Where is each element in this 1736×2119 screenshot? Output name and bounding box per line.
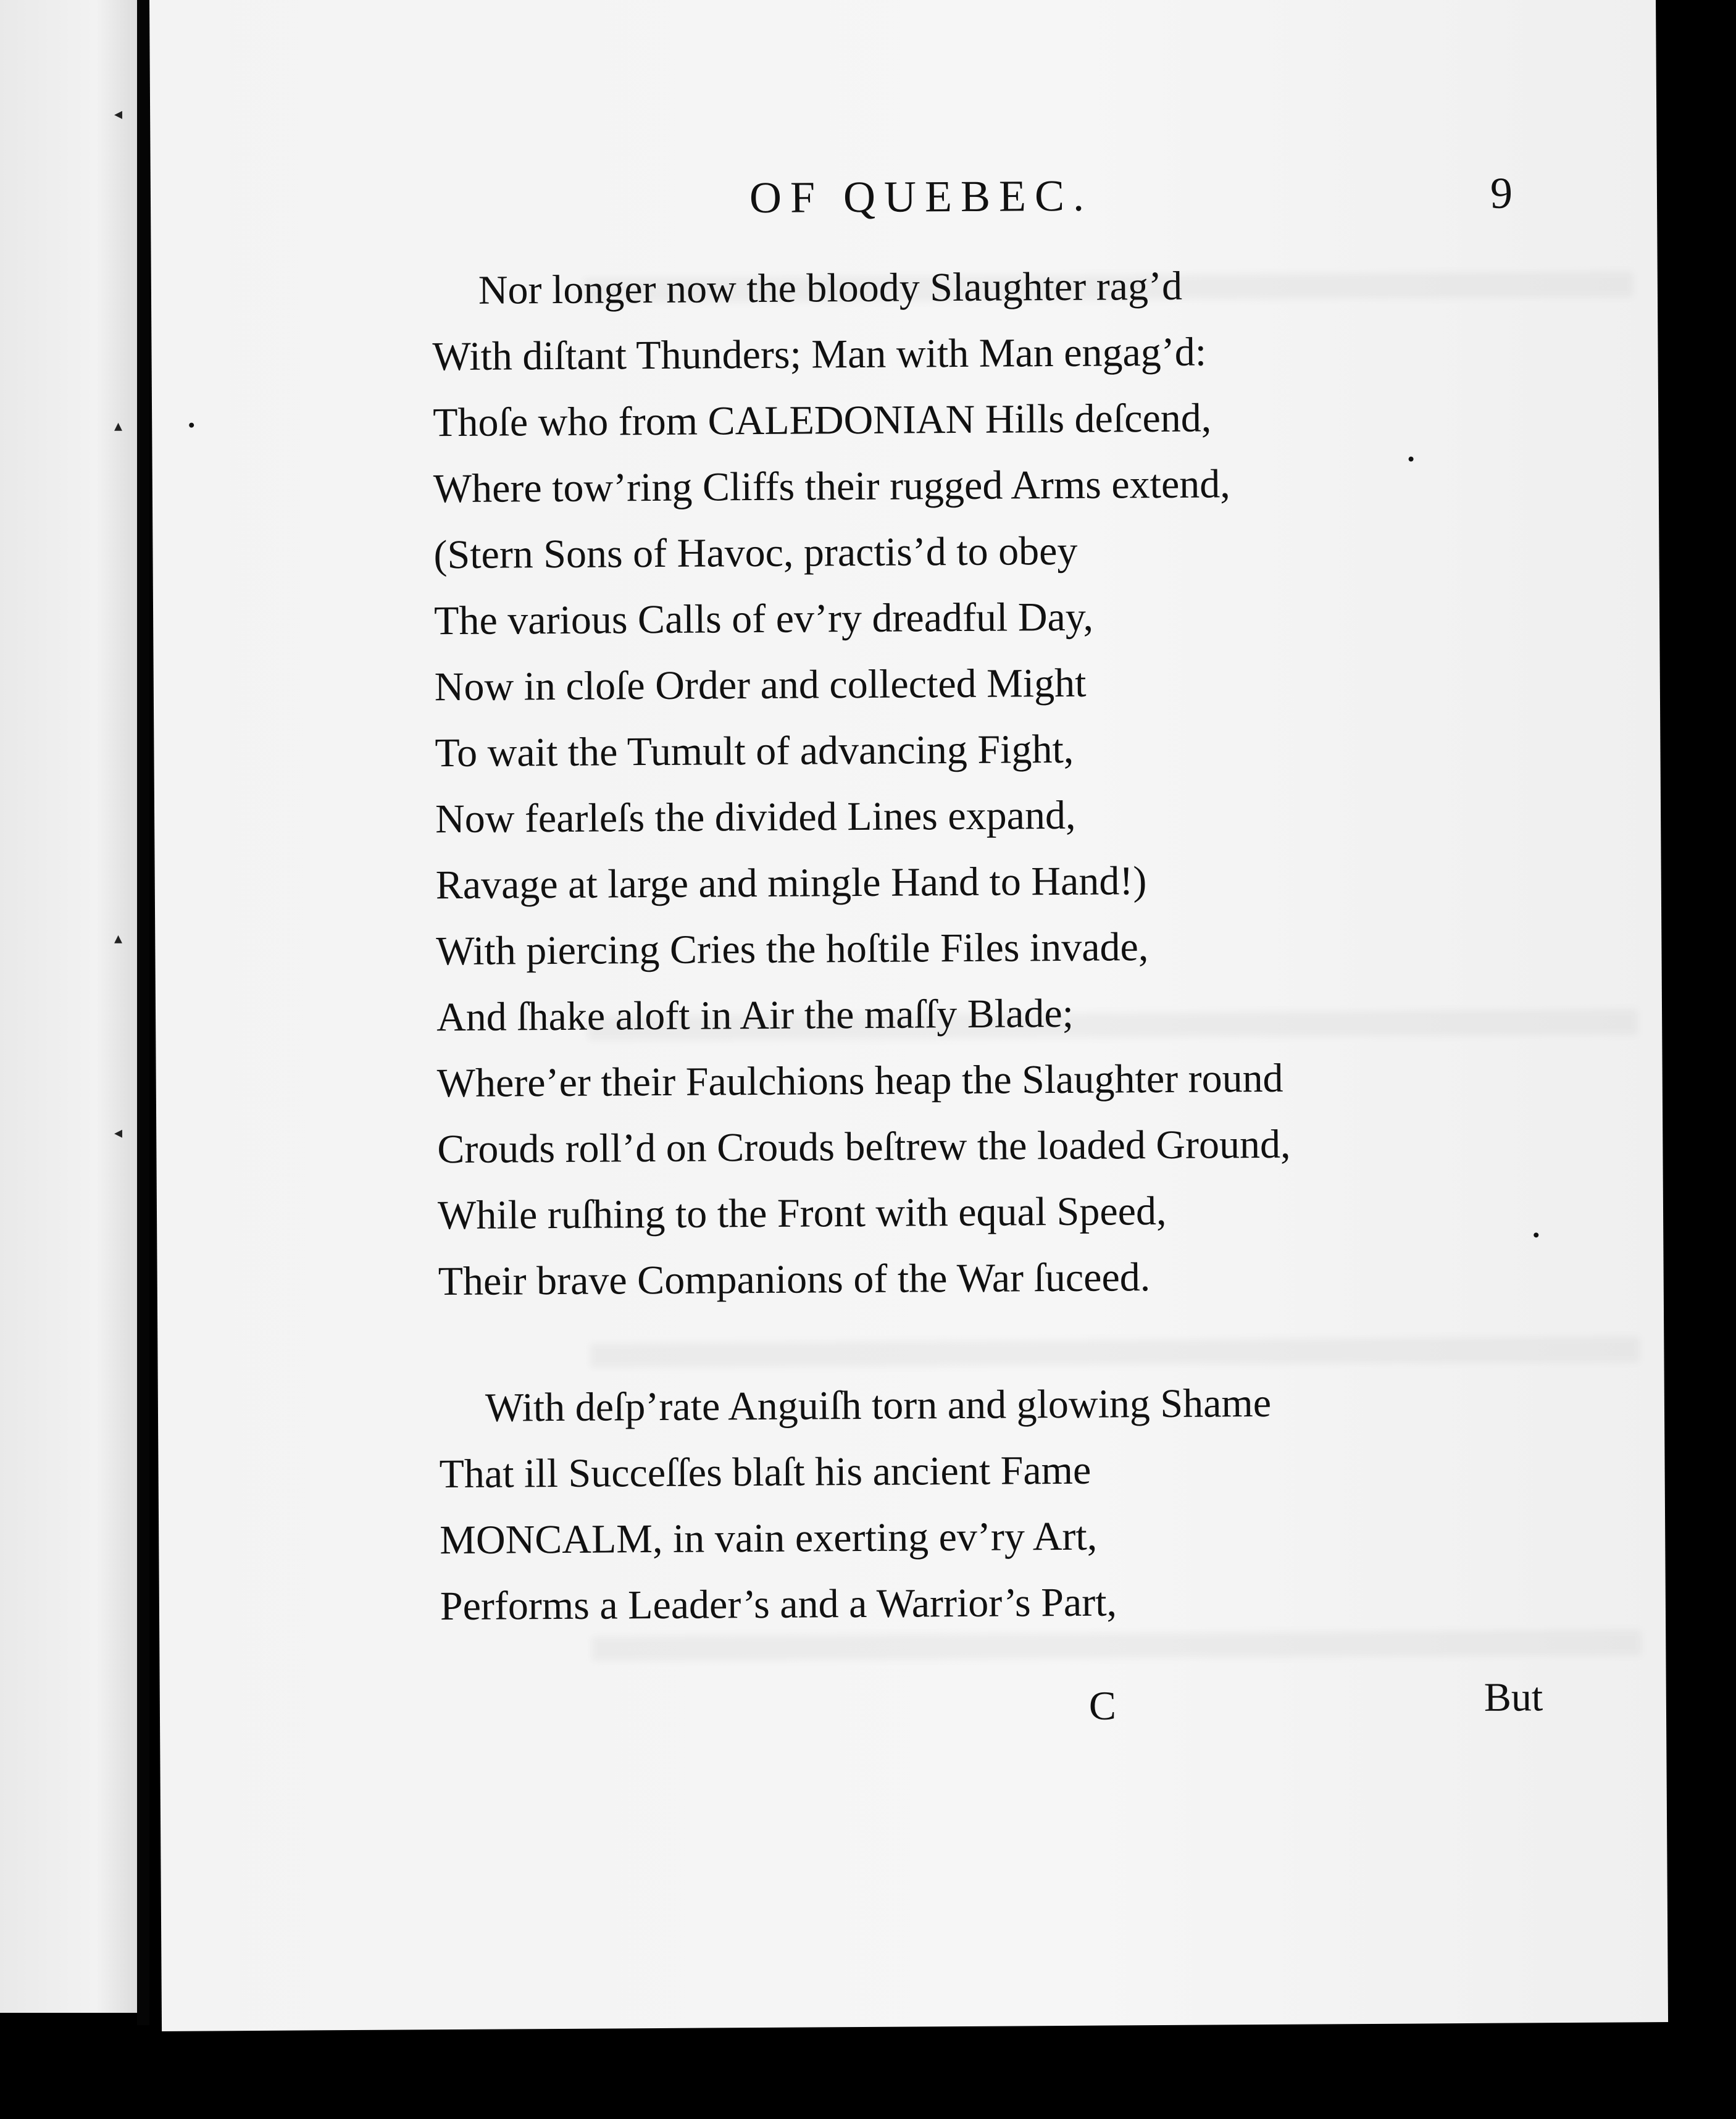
margin-mark: ◂ [114, 1124, 123, 1142]
ink-speck [189, 423, 194, 428]
verse-line: Now in cloſe Order and collected Might [434, 660, 1087, 710]
ink-speck [1409, 457, 1414, 462]
stanza [432, 250, 1673, 1314]
verse-line: The various Calls of ev’ry dreadful Day, [433, 594, 1094, 644]
book-page [149, 0, 1668, 2031]
verse-line: (Stern Sons of Havoc, practis’d to obey [433, 528, 1078, 578]
verse-line: Crouds roll’d on Crouds beſtrew the loaded Ground, [437, 1121, 1291, 1172]
verse-line: That ill Succeſſes blaſt his ancient Fame [439, 1447, 1091, 1497]
signature-mark: C [1088, 1683, 1117, 1729]
verse-line: While ruſhing to the Front with equal Speed, [437, 1188, 1167, 1239]
verse-line: With piercing Cries the hoſtile Files invade, [436, 924, 1149, 974]
verse-line: To wait the Tumult of advancing Fight, [435, 726, 1074, 776]
verse-line: With deſp’rate Anguiſh torn and glowing Shame [485, 1380, 1272, 1431]
verse-line: Thoſe who from CALEDONIAN Hills deſcend, [432, 395, 1212, 446]
verse-line: And ſhake aloft in Air the maſſy Blade; [436, 990, 1074, 1040]
verse-line: Where’er their Faulchions heap the Slaughter round [436, 1055, 1283, 1106]
verse-line: Where tow’ring Cliffs their rugged Arms extend, [433, 461, 1231, 512]
page-number: 9 [1490, 168, 1513, 218]
margin-mark: ▴ [114, 417, 123, 435]
verse-line: MONCALM, in vain exerting ev’ry Art, [440, 1513, 1098, 1563]
verse-line: Now fearleſs the divided Lines expand, [435, 792, 1076, 842]
facing-page-edge [0, 0, 137, 2013]
margin-mark: ▴ [114, 929, 123, 947]
stanza [439, 1368, 1675, 1639]
catchword: But [1484, 1674, 1543, 1720]
book-gutter [137, 0, 149, 2025]
verse-line: With diſtant Thunders; Man with Man engag’d: [432, 329, 1207, 380]
running-head: OF QUEBEC. [749, 170, 1093, 223]
verse-line: Their brave Companions of the War ſuceed. [438, 1255, 1151, 1305]
verse-line: Performs a Leader’s and a Warrior’s Part, [440, 1579, 1117, 1629]
verse-line: Ravage at large and mingle Hand to Hand!) [435, 858, 1147, 908]
ink-speck [1534, 1232, 1538, 1237]
margin-mark: ◂ [114, 105, 123, 123]
show-through [590, 1337, 1639, 1368]
verse-line: Nor longer now the bloody Slaughter rag’d [478, 263, 1183, 313]
